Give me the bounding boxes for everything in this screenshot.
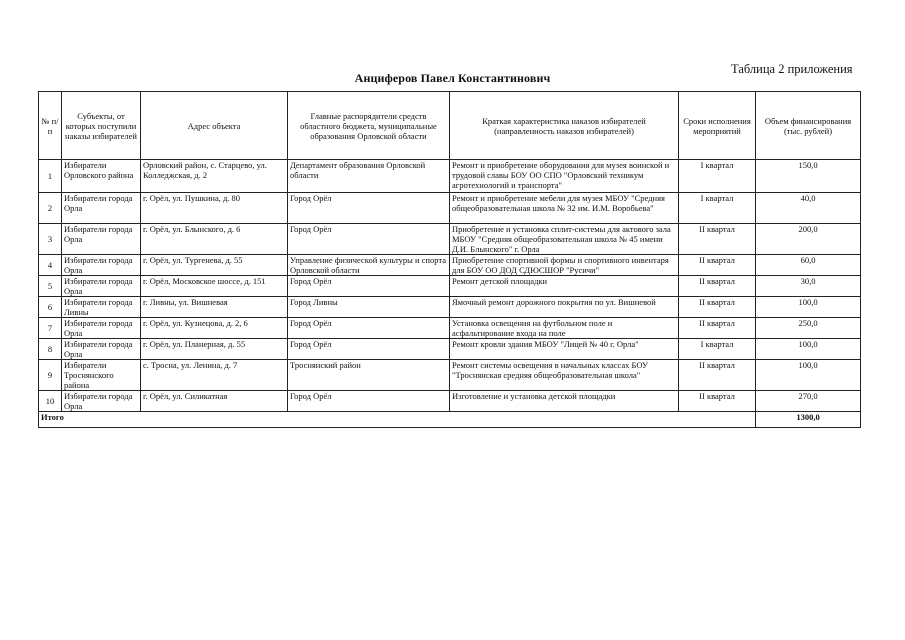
row-term: I квартал [679, 160, 756, 193]
row-term: I квартал [679, 193, 756, 224]
row-manager: Город Ливны [288, 297, 450, 318]
row-number: 4 [39, 255, 62, 276]
row-address: г. Орёл, Московское шоссе, д. 151 [141, 276, 288, 297]
row-subject: Избиратели города Орла [62, 339, 141, 360]
row-amount: 40,0 [756, 193, 861, 224]
row-description: Ремонт и приобретение мебели для музея МБОУ "Средняя общеобразовательная школа № 32 им. И.М. Воробьева" [450, 193, 679, 224]
header-subjects: Субъекты, от которых поступили наказы избирателей [62, 92, 141, 160]
mandates-table [38, 91, 861, 428]
row-number: 1 [39, 160, 62, 193]
table-row [39, 255, 861, 276]
row-number: 6 [39, 297, 62, 318]
row-manager: Город Орёл [288, 224, 450, 255]
row-term: I квартал [679, 339, 756, 360]
table-header [39, 92, 861, 160]
row-number: 8 [39, 339, 62, 360]
table-row [39, 297, 861, 318]
table-row [39, 224, 861, 255]
row-description: Ремонт и приобретение оборудования для музея воинской и трудовой славы БОУ ОО СПО "Орловский техникум агротехнологий и транспорта" [450, 160, 679, 193]
row-number: 9 [39, 360, 62, 391]
row-amount: 100,0 [756, 339, 861, 360]
row-subject: Избиратели города Орла [62, 255, 141, 276]
row-subject: Избиратели города Орла [62, 276, 141, 297]
row-address: г. Орёл, ул. Пушкина, д. 80 [141, 193, 288, 224]
row-amount: 100,0 [756, 360, 861, 391]
table-row [39, 318, 861, 339]
table-caption: Таблица 2 приложения [731, 62, 853, 76]
row-amount: 30,0 [756, 276, 861, 297]
table-row [39, 276, 861, 297]
table-row [39, 391, 861, 412]
row-description: Приобретение спортивной формы и спортивного инвентаря для БОУ ОО ДОД СДЮСШОР "Русичи" [450, 255, 679, 276]
row-number: 7 [39, 318, 62, 339]
row-term: II квартал [679, 297, 756, 318]
row-subject: Избиратели города Орла [62, 391, 141, 412]
row-manager: Город Орёл [288, 276, 450, 297]
row-amount: 250,0 [756, 318, 861, 339]
row-term: II квартал [679, 391, 756, 412]
row-term: II квартал [679, 276, 756, 297]
header-terms: Сроки исполнения мероприятий [679, 92, 756, 160]
table-row [39, 193, 861, 224]
row-subject: Избиратели города Орла [62, 318, 141, 339]
row-subject: Избиратели Троснянского района [62, 360, 141, 391]
row-description: Приобретение и установка сплит-системы для актового зала МБОУ "Средняя общеобразовательная школа № 45 имени Д.И. Блынского" г. Орла [450, 224, 679, 255]
row-description: Установка освещения на футбольном поле и асфальтирование входа на поле [450, 318, 679, 339]
row-manager: Город Орёл [288, 391, 450, 412]
row-number: 5 [39, 276, 62, 297]
deputy-name: Анциферов Павел Константинович [354, 71, 551, 85]
row-subject: Избиратели города Орла [62, 224, 141, 255]
row-amount: 60,0 [756, 255, 861, 276]
table-row [39, 339, 861, 360]
row-amount: 270,0 [756, 391, 861, 412]
row-number: 2 [39, 193, 62, 224]
row-manager: Управление физической культуры и спорта Орловской области [288, 255, 450, 276]
row-address: г. Орёл, ул. Планерная, д. 55 [141, 339, 288, 360]
row-term: II квартал [679, 224, 756, 255]
table-row [39, 360, 861, 391]
row-amount: 150,0 [756, 160, 861, 193]
row-subject: Избиратели города Ливны [62, 297, 141, 318]
total-row [39, 412, 861, 428]
row-manager: Троснянский район [288, 360, 450, 391]
row-subject: Избиратели города Орла [62, 193, 141, 224]
header-num: № п/п [39, 92, 62, 160]
row-description: Ремонт кровли здания МБОУ "Лицей № 40 г. Орла" [450, 339, 679, 360]
row-description: Ремонт системы освещения в начальных классах БОУ "Троснянская средняя общеобразовательная школа" [450, 360, 679, 391]
total-label: Итого [39, 412, 756, 428]
row-manager: Город Орёл [288, 339, 450, 360]
row-manager: Департамент образования Орловской области [288, 160, 450, 193]
row-term: II квартал [679, 360, 756, 391]
header-volume: Объем финансирования (тыс. рублей) [756, 92, 861, 160]
row-address: Орловский район, с. Старцево, ул. Колледжская, д. 2 [141, 160, 288, 193]
row-address: г. Орёл, ул. Блынского, д. 6 [141, 224, 288, 255]
total-value: 1300,0 [756, 412, 861, 428]
row-amount: 200,0 [756, 224, 861, 255]
row-description: Изготовление и установка детской площадки [450, 391, 679, 412]
row-address: г. Ливны, ул. Вишневая [141, 297, 288, 318]
row-number: 3 [39, 224, 62, 255]
table-body [39, 160, 861, 412]
row-term: II квартал [679, 255, 756, 276]
row-description: Ямочный ремонт дорожного покрытия по ул. Вишневой [450, 297, 679, 318]
header-description: Краткая характеристика наказов избирателей (направленность наказов избирателей) [450, 92, 679, 160]
header-address: Адрес объекта [141, 92, 288, 160]
row-amount: 100,0 [756, 297, 861, 318]
row-manager: Город Орёл [288, 193, 450, 224]
row-term: II квартал [679, 318, 756, 339]
table-row [39, 160, 861, 193]
row-address: г. Орёл, ул. Кузнецова, д. 2, 6 [141, 318, 288, 339]
row-address: с. Тросна, ул. Ленина, д. 7 [141, 360, 288, 391]
row-description: Ремонт детской площадки [450, 276, 679, 297]
header-managers: Главные распорядители средств областного бюджета, муниципальные образования Орловской области [288, 92, 450, 160]
row-address: г. Орёл, ул. Тургенева, д. 55 [141, 255, 288, 276]
row-subject: Избиратели Орловского района [62, 160, 141, 193]
row-manager: Город Орёл [288, 318, 450, 339]
row-address: г. Орёл, ул. Силикатная [141, 391, 288, 412]
row-number: 10 [39, 391, 62, 412]
